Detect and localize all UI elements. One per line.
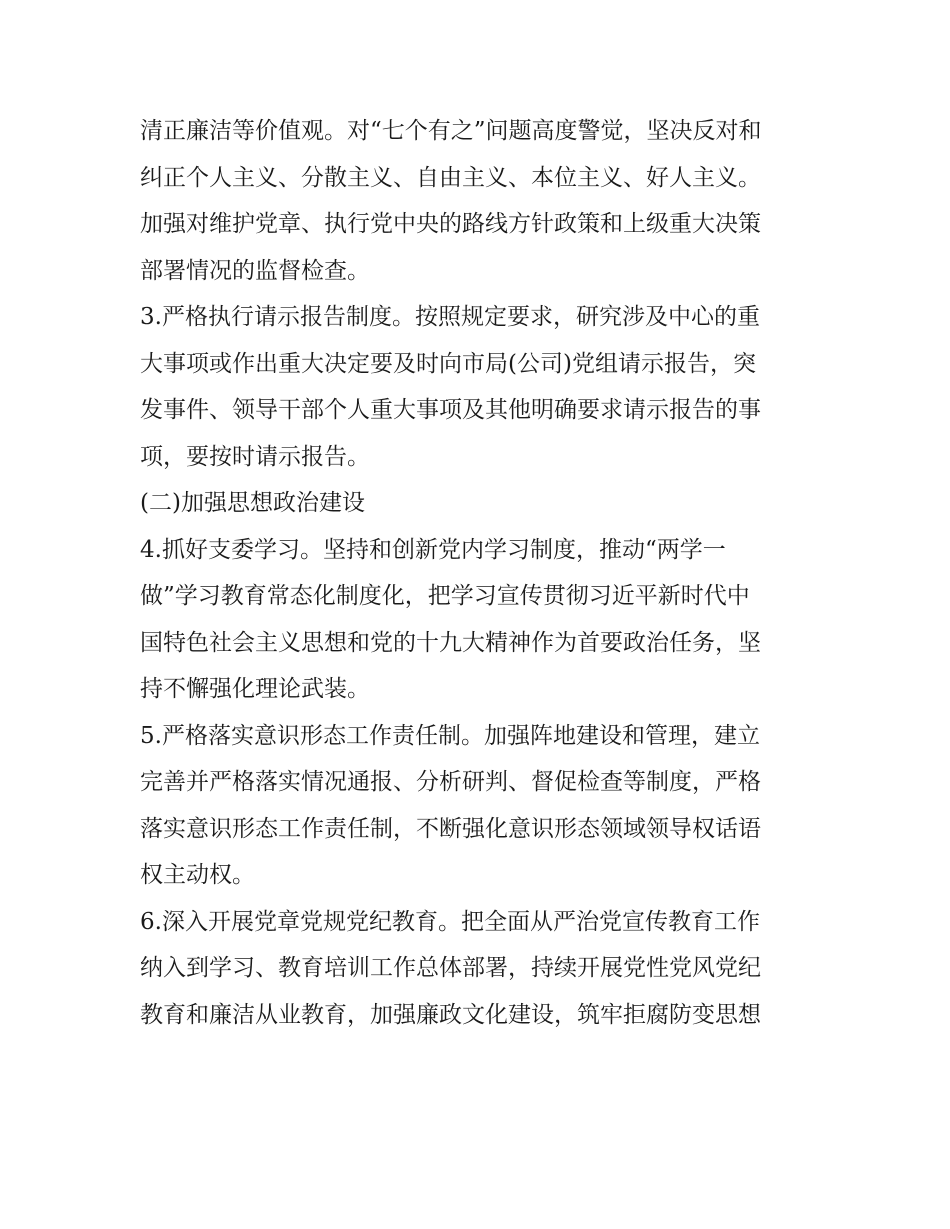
text-line: 落实意识形态工作责任制，不断强化意识形态领域领导权话语 [140,815,761,842]
text-line: 3.严格执行请示报告制度。按照规定要求，研究涉及中心的重 [140,304,760,330]
text-line: 完善并严格落实情况通报、分析研判、督促检查等制度，严格 [140,769,761,795]
text-line: 清正廉洁等价值观。对“七个有之”问题高度警觉，坚决反对和 [140,118,762,144]
text-line: 持不懈强化理论武装。 [140,676,370,702]
text-line: 发事件、领导干部个人重大事项及其他明确要求请示报告的事 [140,397,761,423]
text-line: 国特色社会主义思想和党的十九大精神作为首要政治任务，坚 [140,629,761,656]
text-line: 教育和廉洁从业教育，加强廉政文化建设，筑牢拒腐防变思想 [140,1001,761,1028]
text-line: 6.深入开展党章党规党纪教育。把全面从严治党宣传教育工作 [140,908,760,935]
text-line: 4.抓好支委学习。坚持和创新党内学习制度，推动“两学一 [140,536,726,563]
text-line: 项，要按时请示报告。 [140,443,370,470]
document-body-text [140,108,820,1038]
text-line: 大事项或作出重大决定要及时向市局(公司)党组请示报告，突 [140,350,756,377]
text-line: 纳入到学习、教育培训工作总体部署，持续开展党性党风党纪 [140,955,761,981]
text-line: 纠正个人主义、分散主义、自由主义、本位主义、好人主义。 [140,164,761,191]
section-heading: (二)加强思想政治建设 [140,490,365,516]
text-line: 5.严格落实意识形态工作责任制。加强阵地建设和管理，建立 [140,722,760,749]
text-line: 部署情况的监督检查。 [140,257,370,284]
text-line: 做”学习教育常态化制度化，把学习宣传贯彻习近平新时代中 [140,583,750,609]
text-line: 加强对维护党章、执行党中央的路线方针政策和上级重大决策 [140,211,761,237]
text-line: 权主动权。 [140,862,255,888]
